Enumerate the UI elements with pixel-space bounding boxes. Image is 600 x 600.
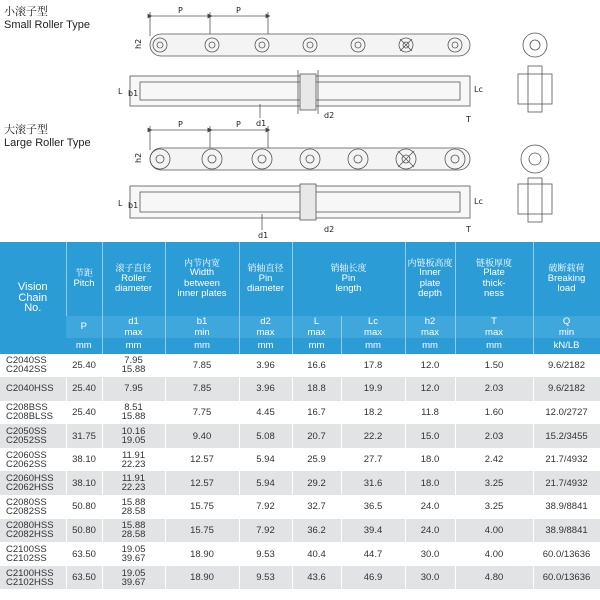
header-cn-4: 销轴直径 [247,263,284,273]
cell-d1: 11.91 22.23 [102,471,165,495]
cell-t: 2.03 [455,424,533,448]
cell-t: 3.25 [455,495,533,519]
cell-d1: 15.88 28.58 [102,495,165,519]
table-row [0,542,600,566]
dim-h2-large: h2 [134,152,143,163]
cell-no: C2040HSS [0,377,66,401]
dim-d2-small: d2 [324,111,335,120]
cell-d1: 15.88 28.58 [102,519,165,543]
cell-d1: 7.95 [102,377,165,401]
chain-drawings [0,0,600,240]
unit-cell: mm [455,338,533,354]
symbol-cell: d1 max [102,316,165,338]
cell-p: 63.50 [66,542,102,566]
cell-b1: 18.90 [165,566,239,590]
table-row [0,424,600,448]
cell-lc: 36.5 [341,495,405,519]
symbol-cell: h2 max [405,316,455,338]
cell-l: 16.6 [292,354,341,378]
cell-p: 63.50 [66,566,102,590]
cell-l: 16.7 [292,401,341,425]
unit-cell: mm [66,338,102,354]
unit-row [0,338,600,354]
symbol-row [0,316,600,338]
cell-l: 36.2 [292,519,341,543]
dim-l-small: L [118,87,123,96]
header-cn-6: 内链板高度 [407,257,453,268]
cell-q-load: 38.9/8841 [533,519,600,543]
cell-h2: 11.8 [405,401,455,425]
symbol-cell: P [66,316,102,338]
cell-d2: 3.96 [239,354,292,378]
unit-cell: mm [239,338,292,354]
cell-q-load: 15.2/3455 [533,424,600,448]
dim-d1-small: d1 [256,119,267,128]
cell-l: 43.6 [292,566,341,590]
unit-cell: mm [102,338,165,354]
cell-b1: 18.90 [165,542,239,566]
header-cn-5: 销轴长度 [330,263,367,273]
symbol-cell: L max [292,316,341,338]
cell-h2: 30.0 [405,542,455,566]
cell-h2: 12.0 [405,354,455,378]
cell-d2: 9.53 [239,566,292,590]
cell-no: C2060HSS C2062HSS [0,471,66,495]
cell-d1: 19.05 39.67 [102,542,165,566]
header-en-8: Breaking load [547,272,586,294]
header-breaking-load [533,242,600,316]
dim-p-4: P [236,120,241,129]
table-row [0,401,600,425]
symbol-cell: T max [455,316,533,338]
cell-lc: 17.8 [341,354,405,378]
table-row [0,519,600,543]
cell-d1: 11.91 22.23 [102,448,165,472]
cell-h2: 18.0 [405,471,455,495]
cell-l: 25.9 [292,448,341,472]
dim-p-3: P [178,120,183,129]
cell-h2: 12.0 [405,377,455,401]
unit-cell: mm [292,338,341,354]
cell-q-load: 12.0/2727 [533,401,600,425]
header-inner-plate-depth [405,242,455,316]
cell-d2: 5.94 [239,471,292,495]
cell-d1: 7.95 15.88 [102,354,165,378]
cell-l: 32.7 [292,495,341,519]
dim-p-2: P [236,6,241,15]
header-cn-3: 内节内宽 [183,257,220,268]
cell-t: 1.60 [455,401,533,425]
cell-lc: 44.7 [341,542,405,566]
cell-p: 38.10 [66,471,102,495]
header-en-0: Vision Chain No. [17,281,48,314]
header-cn-7: 链板厚度 [476,257,513,268]
cell-d1: 8.51 15.88 [102,401,165,425]
cell-lc: 39.4 [341,519,405,543]
large-roller-en: Large Roller Type [4,137,91,149]
symbol-cell: Q min [533,316,600,338]
cell-p: 25.40 [66,377,102,401]
spec-table-body [0,354,600,590]
dim-d2-large: d2 [324,225,335,234]
header-pin-diameter [239,242,292,316]
header-cn-2: 滚子直径 [115,263,152,273]
cell-l: 20.7 [292,424,341,448]
cell-d2: 9.53 [239,542,292,566]
header-width-inner-plates [165,242,239,316]
cell-lc: 27.7 [341,448,405,472]
symbol-cell: d2 max [239,316,292,338]
cell-q-load: 21.7/4932 [533,448,600,472]
header-en-6: Inner plate depth [418,267,442,300]
header-plate-thickness [455,242,533,316]
cell-b1: 15.75 [165,495,239,519]
header-pitch [66,242,102,316]
cell-d1: 19.05 39.67 [102,566,165,590]
dim-lc-large: Lc [474,197,483,206]
cell-d2: 5.94 [239,448,292,472]
cell-t: 3.25 [455,471,533,495]
header-en-3: Width between inner plates [177,267,227,300]
cell-b1: 7.85 [165,354,239,378]
cell-h2: 30.0 [405,566,455,590]
cell-lc: 19.9 [341,377,405,401]
header-pin-length [292,242,405,316]
cell-t: 1.50 [455,354,533,378]
header-en-7: Plate thick- ness [482,267,506,300]
table-row [0,566,600,590]
cell-p: 25.40 [66,354,102,378]
cell-h2: 18.0 [405,448,455,472]
cell-q-load: 9.6/2182 [533,377,600,401]
symbol-cell: Lc max [341,316,405,338]
cell-l: 18.8 [292,377,341,401]
symbol-cell: b1 min [165,316,239,338]
unit-cell: mm [165,338,239,354]
cell-p: 31.75 [66,424,102,448]
table-row [0,448,600,472]
cell-b1: 12.57 [165,471,239,495]
cell-lc: 18.2 [341,401,405,425]
cell-t: 4.00 [455,542,533,566]
cell-h2: 15.0 [405,424,455,448]
cell-d2: 3.96 [239,377,292,401]
cell-b1: 7.85 [165,377,239,401]
unit-cell: kN/LB [533,338,600,354]
cell-h2: 24.0 [405,519,455,543]
cell-l: 29.2 [292,471,341,495]
unit-cell: mm [405,338,455,354]
cell-no: C2100HSS C2102HSS [0,566,66,590]
table-row [0,377,600,401]
cell-d2: 4.45 [239,401,292,425]
large-roller-drawing [118,120,552,240]
header-vision-chain-no [0,242,66,354]
dim-lc-small: Lc [474,85,483,94]
dim-b1-small: b1 [128,89,139,98]
header-row [0,242,600,316]
small-roller-drawing [118,6,552,128]
large-roller-cn: 大滚子型 [4,124,48,136]
header-roller-diameter [102,242,165,316]
cell-no: C2080HSS C2082HSS [0,519,66,543]
cell-d1: 10.16 19.05 [102,424,165,448]
cell-p: 50.80 [66,495,102,519]
header-en-2: Roller diameter [115,272,152,294]
cell-b1: 9.40 [165,424,239,448]
cell-no: C208BSS C208BLSS [0,401,66,425]
small-roller-cn: 小滚子型 [4,6,48,18]
cell-q-load: 60.0/13636 [533,542,600,566]
cell-t: 2.42 [455,448,533,472]
cell-b1: 12.57 [165,448,239,472]
cell-h2: 24.0 [405,495,455,519]
drawing-area [0,0,600,240]
dim-p-1: P [178,6,183,15]
table-row [0,471,600,495]
dim-t-large: T [466,225,471,234]
dim-l-large: L [118,199,123,208]
spec-table [0,242,600,589]
header-cn-8: 破断载荷 [548,263,585,273]
cell-q-load: 38.9/8841 [533,495,600,519]
cell-lc: 31.6 [341,471,405,495]
cell-t: 4.00 [455,519,533,543]
cell-no: C2080SS C2082SS [0,495,66,519]
cell-q-load: 60.0/13636 [533,566,600,590]
header-cn-1: 节距 [74,268,93,279]
cell-b1: 15.75 [165,519,239,543]
cell-t: 2.03 [455,377,533,401]
cell-no: C2040SS C2042SS [0,354,66,378]
cell-no: C2050SS C2052SS [0,424,66,448]
cell-p: 38.10 [66,448,102,472]
cell-d2: 7.92 [239,519,292,543]
cell-no: C2100SS C2102SS [0,542,66,566]
unit-cell: mm [341,338,405,354]
cell-d2: 7.92 [239,495,292,519]
dim-b1-large: b1 [128,201,139,210]
table-row [0,354,600,378]
cell-no: C2060SS C2062SS [0,448,66,472]
header-en-5: Pin length [335,272,362,294]
header-en-1: Pitch [73,277,95,289]
dim-d1-large: d1 [258,231,269,240]
cell-q-load: 21.7/4932 [533,471,600,495]
cell-lc: 46.9 [341,566,405,590]
cell-b1: 7.75 [165,401,239,425]
dim-h2-small: h2 [134,38,143,49]
cell-q-load: 9.6/2182 [533,354,600,378]
cell-l: 40.4 [292,542,341,566]
cell-p: 25.40 [66,401,102,425]
dim-t-small: T [466,115,471,124]
table-row [0,495,600,519]
cell-d2: 5.08 [239,424,292,448]
small-roller-en: Small Roller Type [4,19,90,31]
cell-lc: 22.2 [341,424,405,448]
header-en-4: Pin diameter [247,272,284,294]
cell-p: 50.80 [66,519,102,543]
cell-t: 4.80 [455,566,533,590]
